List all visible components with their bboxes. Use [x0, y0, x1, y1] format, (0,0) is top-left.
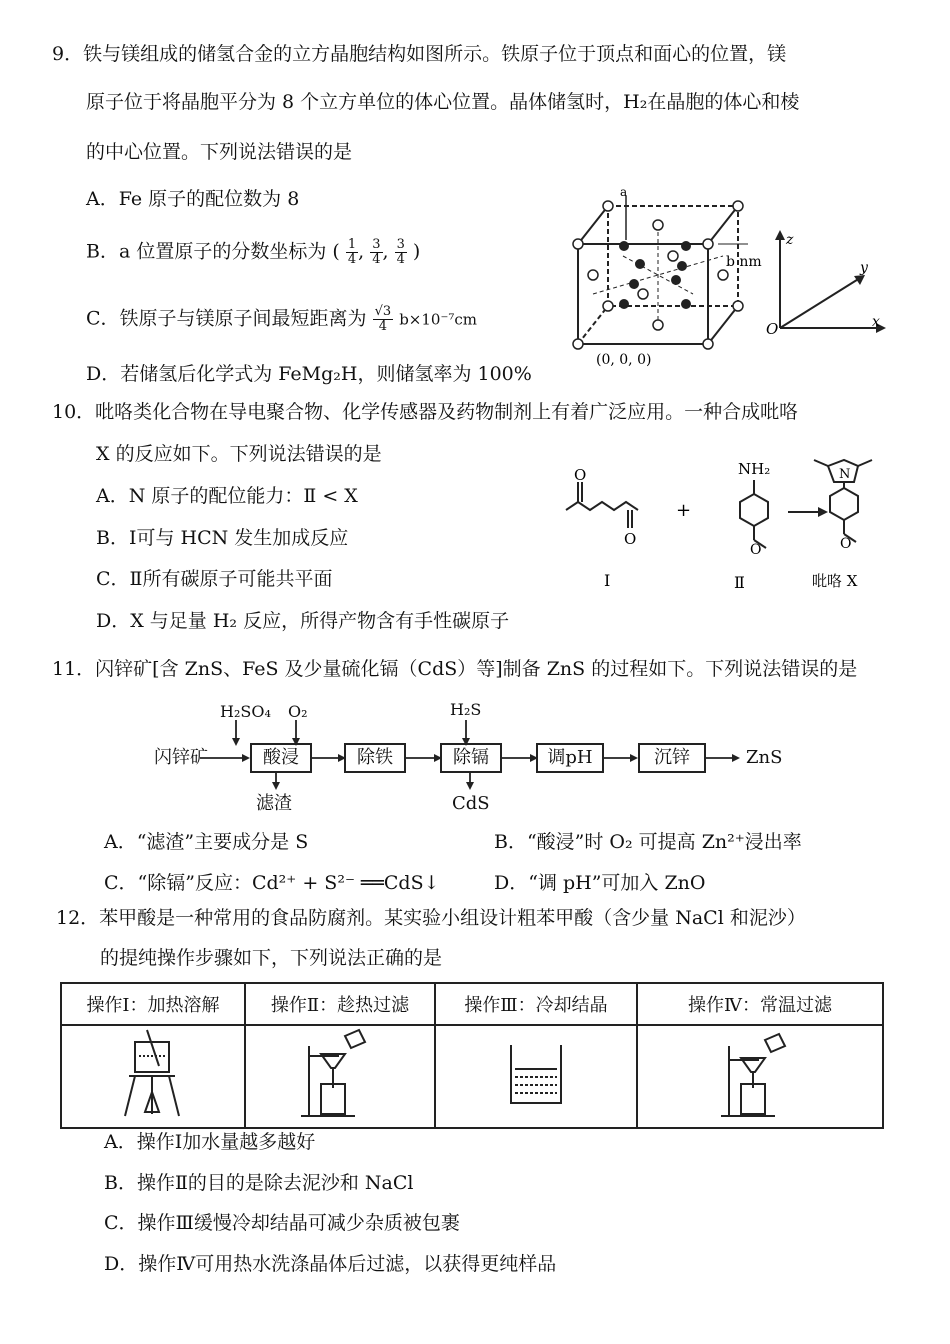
- flow-step-remove-iron: 除铁: [344, 743, 406, 773]
- op-image-heating: [61, 1025, 245, 1128]
- q9-option-b-suffix: ): [412, 240, 421, 263]
- axis-x-label: x: [872, 314, 880, 330]
- op-image-room-temp-filtration: [637, 1025, 883, 1128]
- beaker-icon: [501, 1039, 571, 1109]
- frac-1-4: $\frac{1}{4}$: [347, 237, 357, 267]
- q10-option-d: D．X 与足量 H₂ 反应，所得产物含有手性碳原子: [96, 610, 510, 632]
- q12-option-b: B．操作Ⅱ的目的是除去泥沙和 NaCl: [104, 1172, 414, 1194]
- frac-3-4-b: $\frac{3}{4}$: [396, 237, 405, 267]
- q11-option-b: B．“酸浸”时 O₂ 可提高 Zn²⁺浸出率: [494, 831, 802, 853]
- flow-step-precipitate-zinc: 沉锌: [638, 743, 706, 773]
- q12-option-d: D．操作Ⅳ可用热水洗涤晶体后过滤，以获得更纯样品: [104, 1253, 557, 1275]
- ketone-o-1: O: [574, 466, 587, 484]
- q11-option-d: D．“调 pH”可加入 ZnO: [494, 872, 706, 894]
- q11-option-c: C．“除镉”反应：Cd²⁺ + S²⁻ ══CdS↓: [104, 872, 440, 894]
- q12-option-c: C．操作Ⅲ缓慢冷却结晶可减少杂质被包裹: [104, 1212, 460, 1234]
- pyrrole-n-label: N: [839, 467, 851, 482]
- flow-end: ZnS: [746, 747, 783, 768]
- q10-option-b: B．Ⅰ可与 HCN 发生加成反应: [96, 527, 349, 549]
- axis-y-label: y: [860, 260, 868, 276]
- q9-option-c-prefix: C．铁原子与镁原子间最短距离为: [86, 307, 367, 330]
- q9-option-b-prefix: B．a 位置原子的分数坐标为 (: [86, 240, 340, 263]
- pyrrole-reaction-figure: [560, 452, 890, 596]
- filtration-apparatus-icon: [715, 1026, 805, 1122]
- flow-step-remove-cadmium: 除镉: [440, 743, 502, 773]
- q11-option-a: A．“滤渣”主要成分是 S: [104, 831, 309, 853]
- q10-stem-line1: 10．吡咯类化合物在导电聚合物、化学传感器及药物制剂上有着广泛应用。一种合成吡咯: [52, 401, 799, 423]
- hot-filtration-apparatus-icon: [295, 1026, 385, 1122]
- nh2-label: NH₂: [738, 460, 771, 478]
- q9-stem-line1: 9．铁与镁组成的储氢合金的立方晶胞结构如图所示。铁原子位于顶点和面心的位置，镁: [52, 43, 787, 65]
- operations-table: [60, 982, 884, 1129]
- flow-step-acid-leach: 酸浸: [250, 743, 312, 773]
- q12-option-a: A．操作Ⅰ加水量越多越好: [104, 1131, 316, 1153]
- op-header-3: 操作Ⅲ：冷却结晶: [435, 983, 637, 1025]
- label-compound-i: Ⅰ: [604, 571, 611, 590]
- q9-option-b: B．a 位置原子的分数坐标为 ( $\frac{1}{4}$ , $\frac{3}{4}$ , $\frac{3}{4}$ ): [86, 237, 421, 267]
- ketone-o-2: O: [624, 530, 637, 548]
- input-h2so4: H₂SO₄: [220, 702, 271, 721]
- axis-z-label: z: [786, 232, 794, 248]
- q9-option-c-suffix: b×10⁻⁷cm: [399, 310, 478, 329]
- label-b-nm: b nm: [726, 254, 762, 270]
- q10-option-c: C．Ⅱ所有碳原子可能共平面: [96, 568, 333, 590]
- methoxy-o-x: O: [840, 536, 852, 552]
- label-pyrrole-x: 吡咯 X: [812, 572, 858, 590]
- q9-option-a: A．Fe 原子的配位数为 8: [86, 188, 300, 210]
- q10-option-a: A．N 原子的配位能力：Ⅱ < X: [96, 485, 358, 507]
- plus-sign: +: [676, 500, 692, 521]
- axis-origin-label: O: [766, 320, 779, 338]
- label-a: a: [620, 186, 628, 199]
- op-image-cooling: [435, 1025, 637, 1128]
- output-cds: CdS: [452, 793, 490, 814]
- output-residue: 滤渣: [256, 793, 292, 814]
- flow-start: 闪锌矿: [154, 747, 208, 768]
- q9-stem-line2: 原子位于将晶胞平分为 8 个立方单位的体心位置。晶体储氢时，H₂在晶胞的体心和棱: [86, 91, 800, 113]
- label-compound-ii: Ⅱ: [734, 573, 745, 592]
- q12-stem-line2: 的提纯操作步骤如下，下列说法正确的是: [100, 947, 443, 969]
- op-image-hot-filtration: [245, 1025, 435, 1128]
- input-o2: O₂: [288, 702, 308, 721]
- frac-3-4-a: $\frac{3}{4}$: [372, 237, 381, 267]
- input-h2s: H₂S: [450, 700, 482, 719]
- q12-stem-line1: 12．苯甲酸是一种常用的食品防腐剂。某实验小组设计粗苯甲酸（含少量 NaCl 和泥沙）: [56, 907, 806, 929]
- q11-stem: 11．闪锌矿[含 ZnS、FeS 及少量硫化镉（CdS）等]制备 ZnS 的过程如下。下列说法错误的是: [52, 658, 858, 680]
- op-header-2: 操作Ⅱ：趁热过滤: [245, 983, 435, 1025]
- flow-step-adjust-ph: 调pH: [536, 743, 604, 773]
- heating-apparatus-icon: [113, 1026, 193, 1122]
- op-header-1: 操作Ⅰ：加热溶解: [61, 983, 245, 1025]
- q9-option-c: [86, 305, 477, 334]
- frac-sqrt3-4: $\frac{√3}{4}$: [374, 304, 392, 334]
- q9-option-d: D．若储氢后化学式为 FeMg₂H，则储氢率为 100%: [86, 363, 532, 385]
- q9-stem-line3: 的中心位置。下列说法错误的是: [86, 141, 353, 163]
- methoxy-o-2: O: [750, 542, 762, 558]
- origin-label: (0, 0, 0): [596, 352, 652, 368]
- crystal-cell-figure: [560, 186, 890, 372]
- op-header-4: 操作Ⅳ：常温过滤: [637, 983, 883, 1025]
- q10-stem-line2: X 的反应如下。下列说法错误的是: [96, 443, 382, 465]
